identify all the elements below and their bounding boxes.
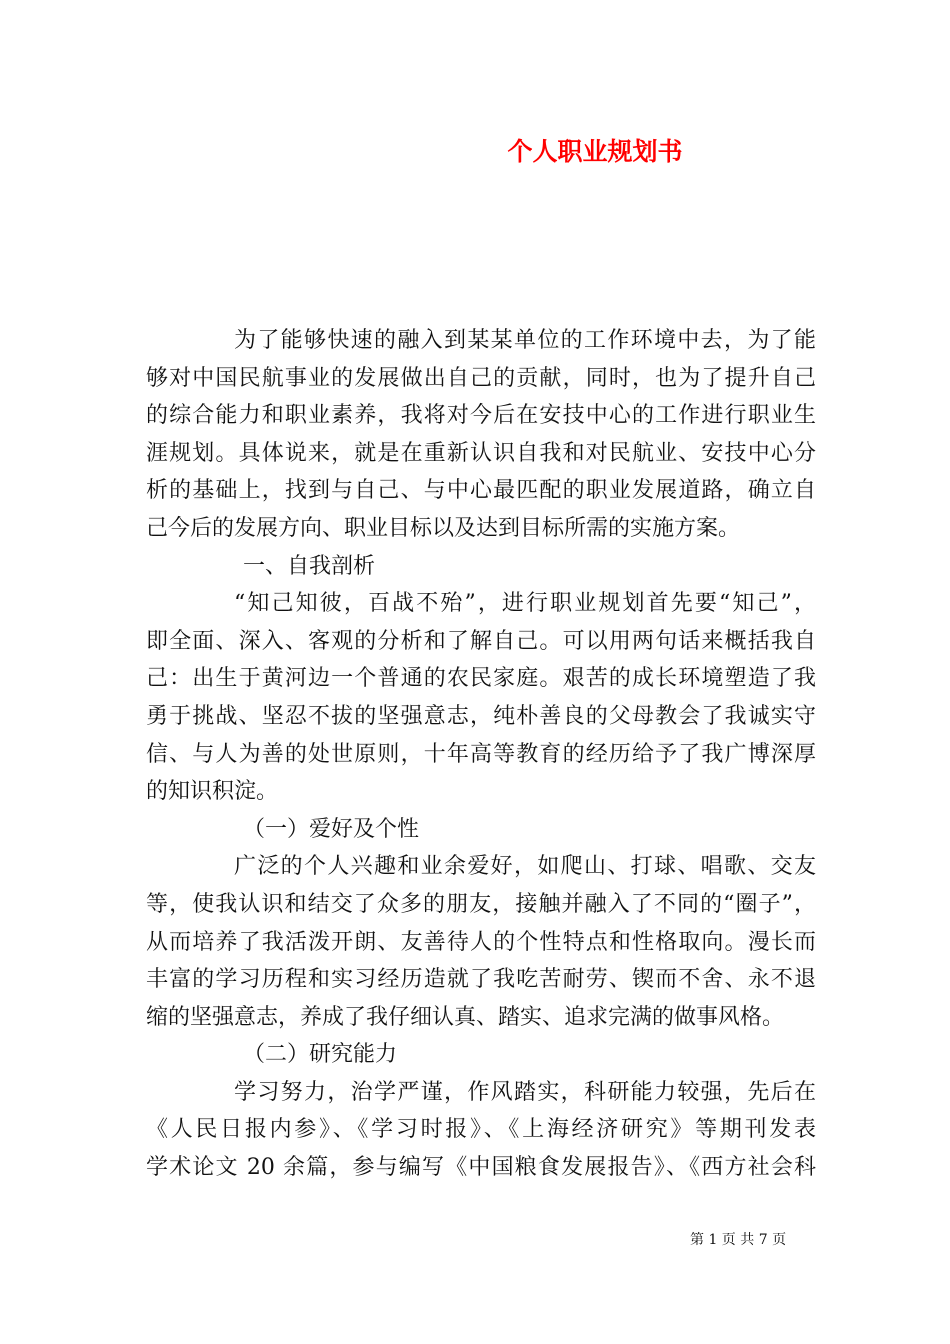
paragraph-line: 己：出生于黄河边一个普通的农民家庭。艰苦的成长环境塑造了我 [146,666,816,692]
paragraph-line: “知己知彼，百战不殆”，进行职业规划首先要“知己”， [234,591,816,617]
paragraph-line: 从而培养了我活泼开朗、友善待人的个性特点和性格取向。漫长而 [146,929,816,955]
paragraph-line: 《人民日报内参》、《学习时报》、《上海经济研究》等期刊发表 [146,1117,816,1143]
subsection-heading: （一）爱好及个性 [243,816,420,842]
document-body [146,322,816,1187]
paragraph-line: 丰富的学习历程和实习经历造就了我吃苦耐劳、锲而不舍、永不退 [146,967,816,993]
page-title: 个人职业规划书 [507,137,683,166]
paragraph-line: 广泛的个人兴趣和业余爱好，如爬山、打球、唱歌、交友 [234,854,816,880]
subsection-heading: （二）研究能力 [243,1042,398,1068]
paragraph-line: 等，使我认识和结交了众多的朋友，接触并融入了不同的“圈子”， [146,891,816,917]
paragraph-line: 缩的坚强意志，养成了我仔细认真、踏实、追求完满的做事风格。 [146,1004,785,1030]
page-footer: 第 1 页 共 7 页 [690,1232,787,1248]
section-heading: 一、自我剖析 [243,553,376,579]
paragraph-line: 即全面、深入、客观的分析和了解自己。可以用两句话来概括我自 [146,628,816,654]
paragraph-line: 析的基础上，找到与自己、与中心最匹配的职业发展道路，确立自 [146,478,816,504]
paragraph-line: 勇于挑战、坚忍不拔的坚强意志，纯朴善良的父母教会了我诚实守 [146,703,816,729]
paragraph-line: 学术论文 20 余篇，参与编写《中国粮食发展报告》、《西方社会科 [146,1155,816,1181]
paragraph-line: 信、与人为善的处世原则，十年高等教育的经历给予了我广博深厚 [146,741,816,767]
paragraph-line: 己今后的发展方向、职业目标以及达到目标所需的实施方案。 [146,515,741,541]
paragraph-line: 够对中国民航事业的发展做出自己的贡献，同时，也为了提升自己 [146,365,816,391]
paragraph-line: 的知识积淀。 [146,779,279,805]
paragraph-line: 学习努力，治学严谨，作风踏实，科研能力较强，先后在 [234,1079,816,1105]
paragraph-line: 涯规划。具体说来，就是在重新认识自我和对民航业、安技中心分 [146,440,816,466]
paragraph-line: 的综合能力和职业素养，我将对今后在安技中心的工作进行职业生 [146,403,816,429]
paragraph-line: 为了能够快速的融入到某某单位的工作环境中去，为了能 [234,328,816,353]
